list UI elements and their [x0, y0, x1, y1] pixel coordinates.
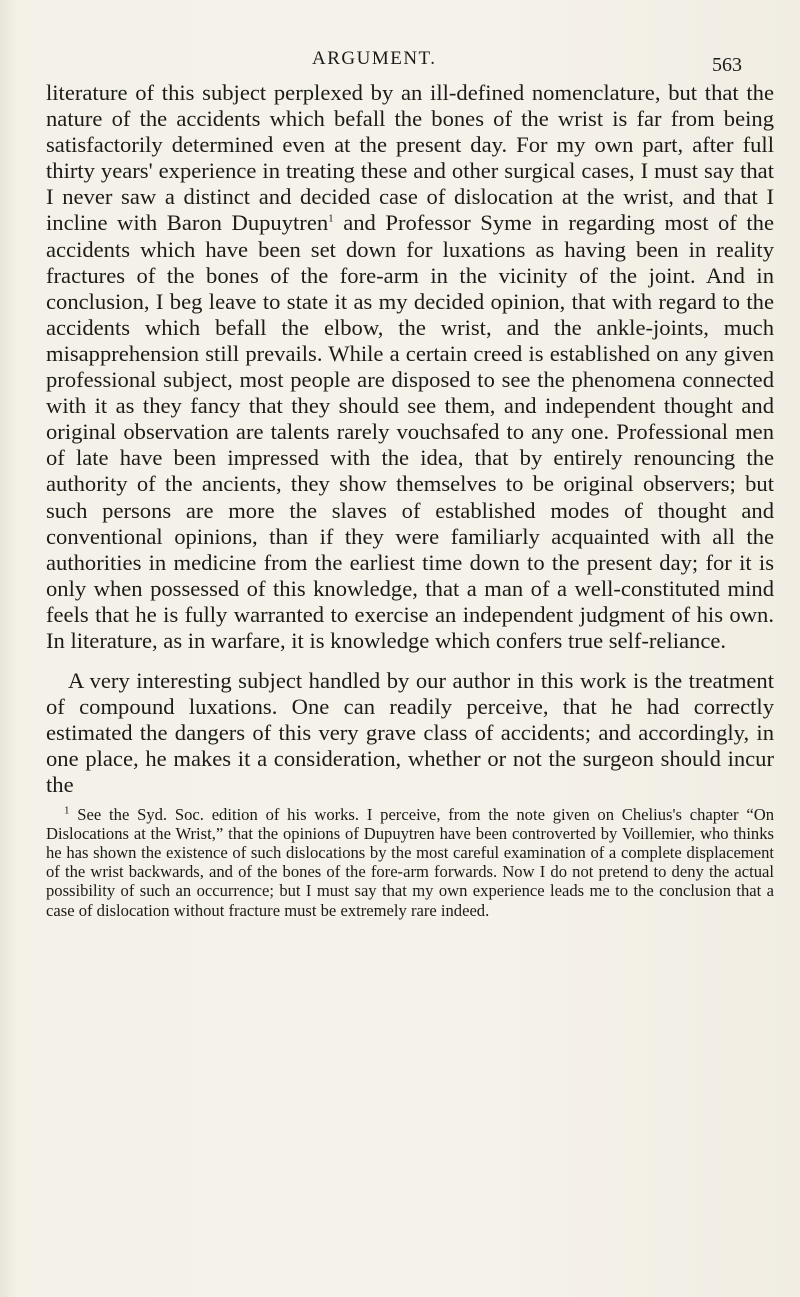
running-title: ARGUMENT.	[312, 48, 437, 69]
footnote-text: See the Syd. Soc. edition of his works. I perceive, from the note given on Chelius's chapter “On Dislocations at the Wrist,” that the opinions of Dupuytren have been controverted by Voillemier, who thinks he has shown the existence of such dislocations by the most careful examination of a complete displacement of the wrist backwards, and of the bones of the fore-arm forwards. Now I do not pretend to deny the actual possibility of such an occurrence; but I must say that my own experience leads me to the conclusion that a case of dislocation without fracture must be extremely rare indeed.	[46, 804, 774, 920]
paragraph-literature	[46, 80, 774, 654]
paragraph-text: and Professor Syme in regarding most of the accidents which have been set down for luxations as having been in reality fractures of the bones of the fore-arm in the vicinity of the joint. And in conclusion, I beg leave to state it as my decided opinion, that with regard to the accidents which befall the elbow, the wrist, and the ankle-joints, much misapprehension still prevails. While a certain creed is established on any given professional subject, most people are disposed to see the phenomena connected with it as they fancy that they should see them, and independent thought and original observation are talents rarely vouchsafed to any one. Professional men of late have been impressed with the idea, that by entirely renouncing the authority of the ancients, they show themselves to be original observers; but such persons are more the slaves of established modes of thought and conventional opinions, than if they were familiarly acquainted with all the authorities in medicine from the earliest time down to the present day; for it is only when possessed of this knowledge, that a man of a well-constituted mind feels that he is fully warranted to exercise an independent judgment of his own. In literature, as in warfare, it is knowledge which confers true self-reliance.	[46, 210, 774, 653]
paragraph-text: literature of this subject perplexed by an ill-defined nomenclature, but that the nature of the accidents which befall the bones of the wrist is far from being satisfactorily determined even at the present day. For my own part, after full thirty years' experience in treating these and other surgical cases, I must say that I never saw a distinct and decided case of dislocation at the wrist, and that I incline with Baron Dupuytren	[46, 80, 774, 236]
paragraph-compound-luxations: A very interesting subject handled by our author in this work is the treatment of compound luxations. One can readily perceive, that he had correctly estimated the dangers of this very grave class of accidents; and accordingly, in one place, he makes it a consideration, whether or not the surgeon should incur the	[46, 668, 774, 798]
footnote	[46, 805, 774, 920]
footnote-reference: 1	[328, 212, 334, 225]
body-text	[46, 80, 774, 920]
page-number: 563	[712, 54, 742, 76]
footnote-marker: 1	[64, 804, 70, 816]
